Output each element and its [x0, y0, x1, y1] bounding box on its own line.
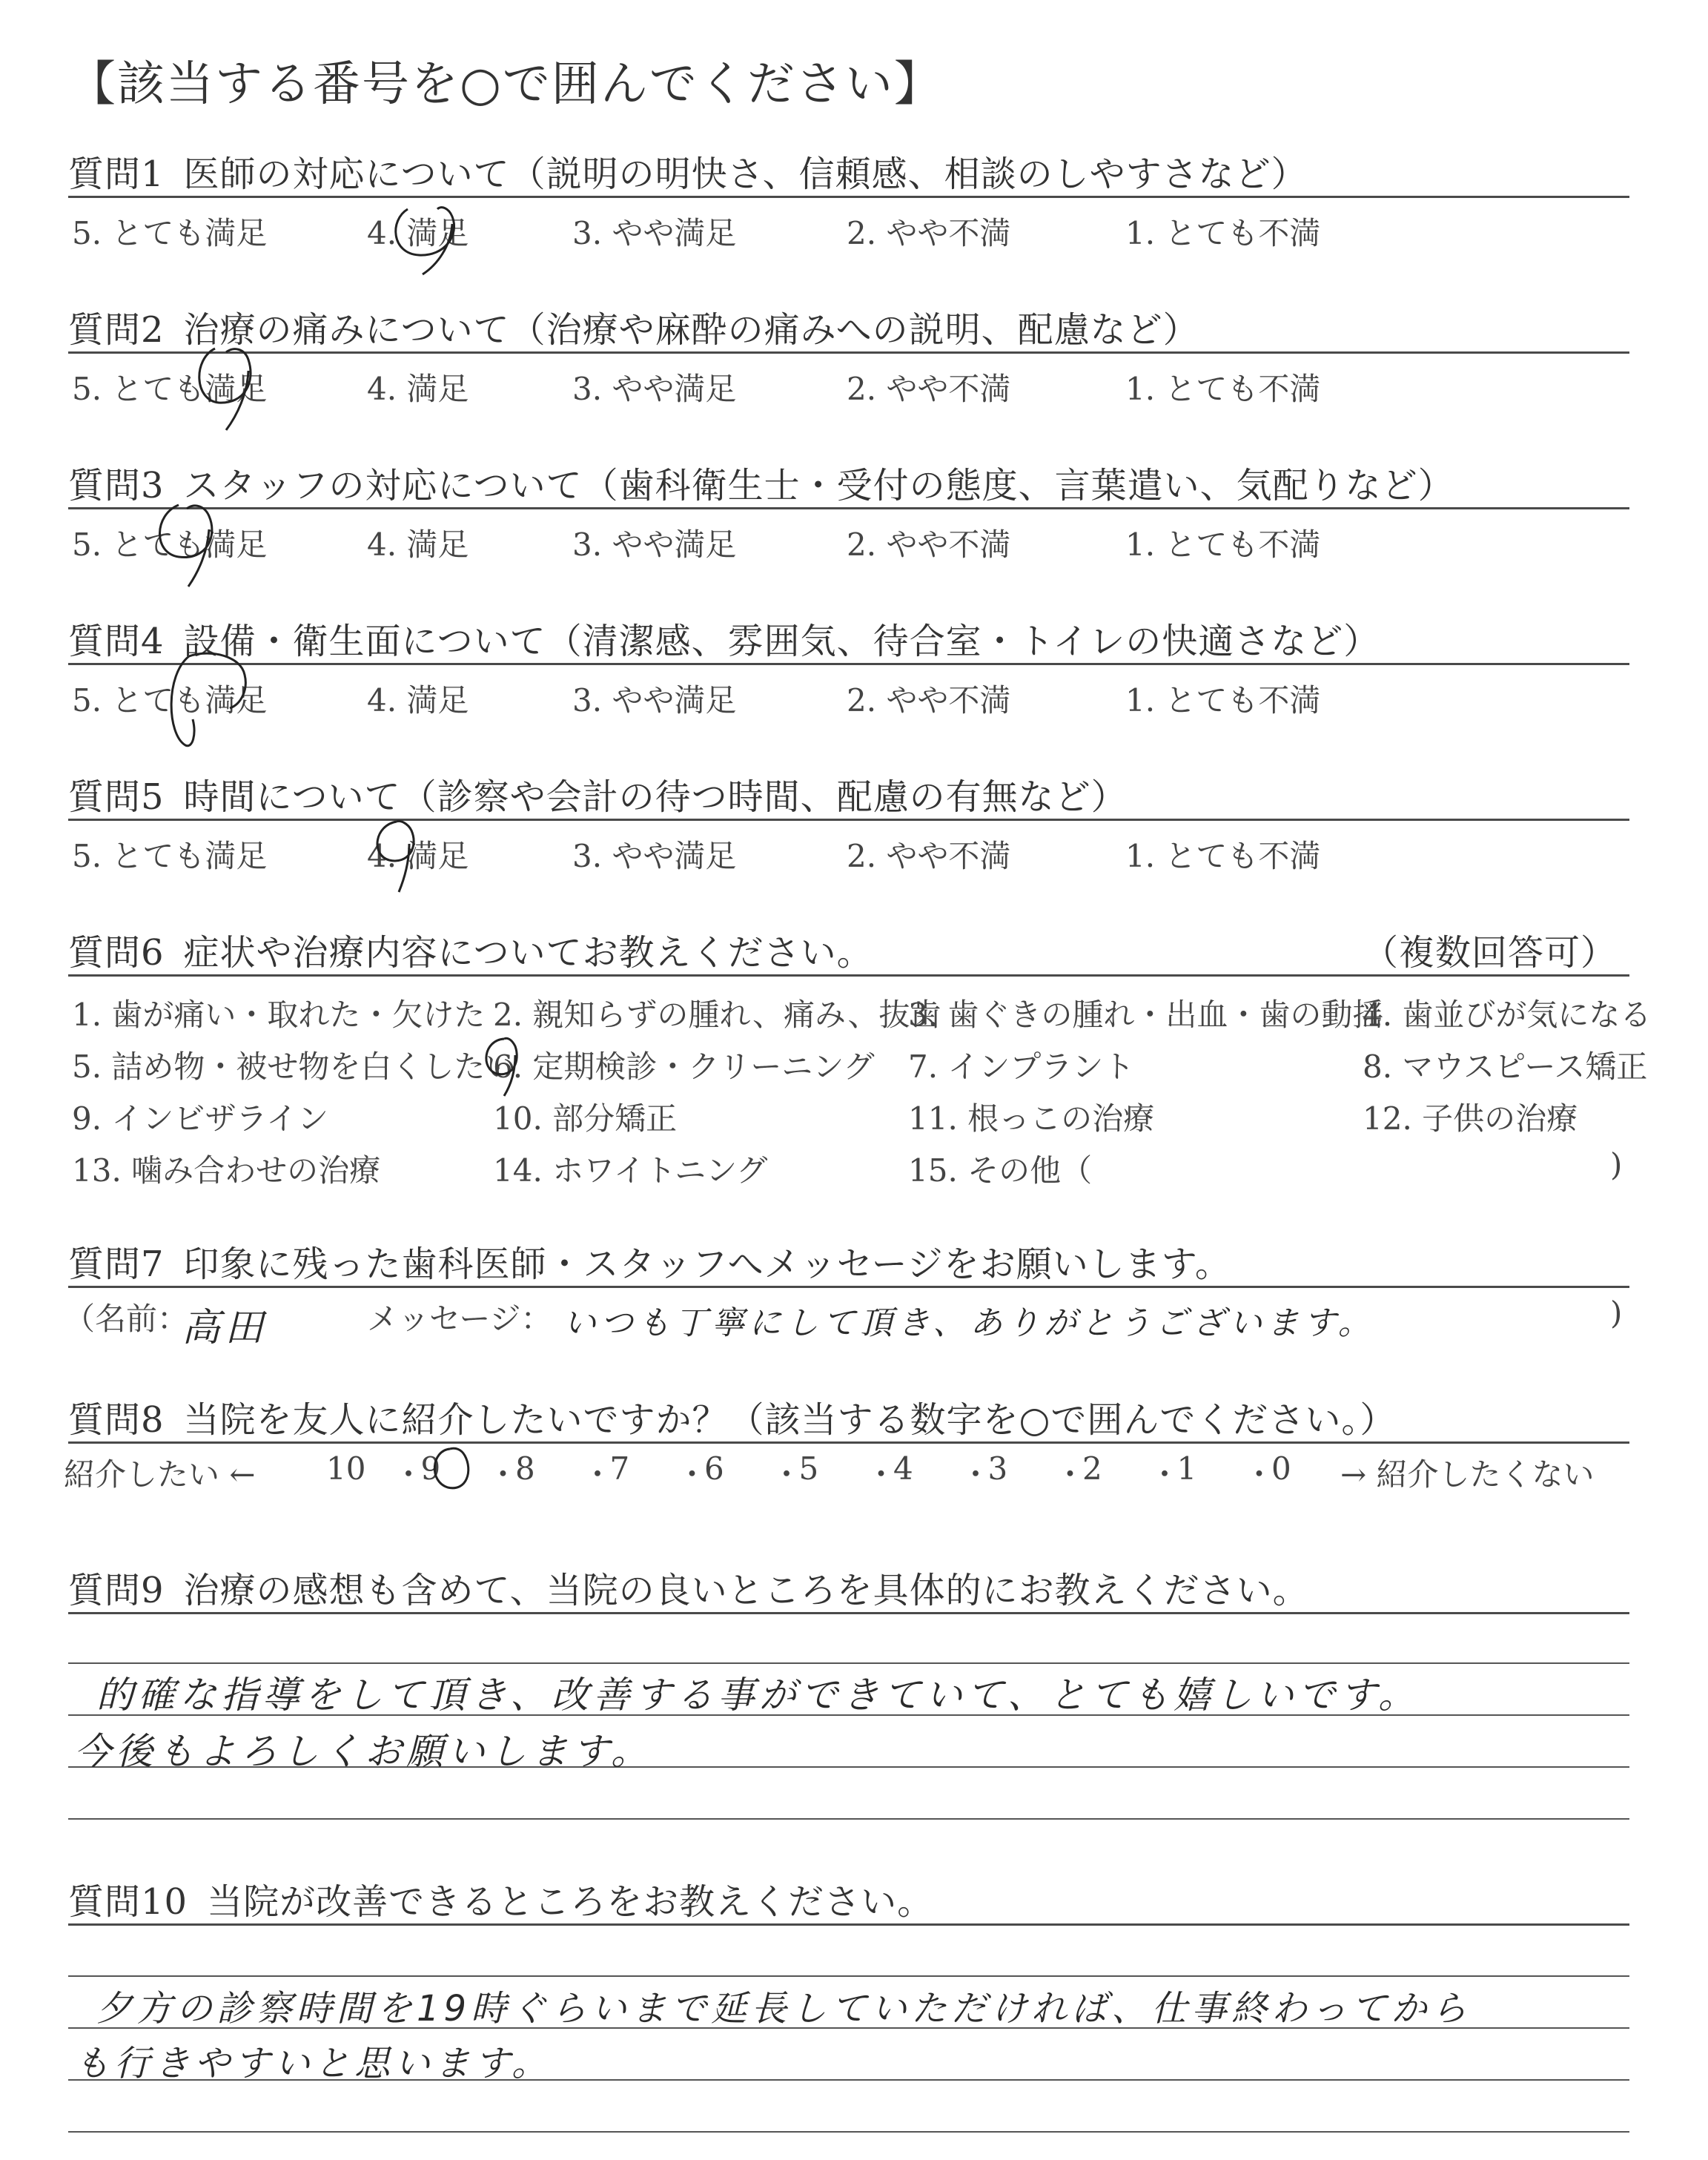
q5-option-2[interactable]: 2. やや不満 — [847, 838, 1011, 874]
q7-message-label: メッセージ： — [367, 1301, 552, 1337]
q8-scale-separator: ・ — [487, 1456, 519, 1493]
q8-hand-circle-mark — [424, 1444, 476, 1496]
q8-scale-option-5[interactable]: 5 — [798, 1450, 819, 1487]
question-7-number: 質問7 — [68, 1244, 165, 1285]
q10-writing-line-1 — [68, 1975, 1629, 1977]
q6-item-4[interactable]: 4. 歯並びが気になる — [1363, 997, 1652, 1033]
question-1-text: 医師の対応について（説明の明快さ、信頼感、相談のしやすさなど） — [183, 153, 1308, 195]
q5-option-3[interactable]: 3. やや満足 — [572, 838, 737, 874]
question-6-note: （複数回答可） — [1363, 932, 1618, 974]
q5-option-1[interactable]: 1. とても不満 — [1125, 838, 1321, 874]
q6-item-2[interactable]: 2. 親知らずの腫れ、痛み、抜歯 — [493, 997, 941, 1033]
question-3-text: スタッフの対応について（歯科衛生士・受付の態度、言葉遣い、気配りなど） — [183, 465, 1454, 506]
question-2-number: 質問2 — [68, 309, 165, 351]
question-5-text: 時間について（診察や会計の待つ時間、配慮の有無など） — [183, 776, 1128, 818]
q7-message-value[interactable]: いつも丁寧にして頂き、ありがとうございます。 — [563, 1304, 1375, 1342]
q6-other-close-paren: ) — [1610, 1146, 1623, 1183]
q8-right-label: → 紹介したくない — [1340, 1456, 1595, 1493]
question-7-text: 印象に残った歯科医師・スタッフへメッセージをお願いします。 — [183, 1244, 1231, 1285]
question-5-rule — [68, 819, 1629, 821]
q5-option-4[interactable]: 4. 満足 — [367, 838, 469, 874]
q2-option-2[interactable]: 2. やや不満 — [847, 371, 1011, 407]
q10-writing-line-4 — [68, 2131, 1629, 2133]
question-8-title — [68, 1391, 1396, 1442]
q8-scale-option-0[interactable]: 0 — [1271, 1450, 1291, 1487]
q8-scale-separator: ・ — [582, 1456, 614, 1493]
q4-option-1[interactable]: 1. とても不満 — [1125, 682, 1321, 719]
q9-writing-line-1 — [68, 1662, 1629, 1664]
question-6-number: 質問6 — [68, 932, 165, 974]
q9-answer-line-1[interactable]: 的確な指導をして頂き、改善する事ができていて、とても嬉しいです。 — [96, 1674, 1420, 1717]
question-1-rule — [68, 196, 1629, 198]
q8-scale-option-10[interactable]: 10 — [326, 1450, 366, 1487]
q8-scale-separator: ・ — [960, 1456, 992, 1493]
q4-option-3[interactable]: 3. やや満足 — [572, 682, 737, 719]
question-4-rule — [68, 663, 1629, 665]
question-5-number: 質問5 — [68, 776, 165, 818]
q4-hand-circle-mark — [159, 645, 256, 756]
q6-item-3[interactable]: 3. 歯ぐきの腫れ・出血・歯の動揺 — [908, 997, 1384, 1033]
question-4-title — [68, 612, 1380, 664]
q4-option-4[interactable]: 4. 満足 — [367, 682, 469, 719]
q8-scale-separator: ・ — [771, 1456, 803, 1493]
question-7-title — [68, 1235, 1231, 1287]
question-3-number: 質問3 — [68, 465, 165, 506]
question-6-rule — [68, 974, 1629, 977]
q8-scale-separator: ・ — [1149, 1456, 1181, 1493]
q8-scale-separator: ・ — [865, 1456, 897, 1493]
q6-item-7[interactable]: 7. インプラント — [908, 1048, 1135, 1085]
q7-name-label: （名前： — [64, 1301, 189, 1337]
question-1-number: 質問1 — [68, 153, 165, 195]
q5-option-5[interactable]: 5. とても満足 — [72, 838, 268, 874]
q8-left-label: 紹介したい ← — [64, 1456, 256, 1493]
q3-option-3[interactable]: 3. やや満足 — [572, 526, 737, 563]
q6-hand-circle-mark — [474, 1033, 526, 1100]
q8-scale-option-7[interactable]: 7 — [609, 1450, 630, 1487]
q2-hand-circle-mark — [185, 337, 267, 434]
q8-scale-option-6[interactable]: 6 — [704, 1450, 724, 1487]
question-6-title — [68, 924, 873, 975]
question-4-number: 質問4 — [68, 621, 165, 662]
question-10-text: 当院が改善できるところをお教えください。 — [207, 1881, 934, 1923]
q8-scale-separator: ・ — [1054, 1456, 1086, 1493]
q8-scale-separator: ・ — [393, 1456, 425, 1493]
question-9-rule — [68, 1612, 1629, 1614]
question-3-rule — [68, 507, 1629, 509]
q3-hand-circle-mark — [145, 494, 227, 590]
q6-item-13[interactable]: 13. 噛み合わせの治療 — [72, 1152, 381, 1189]
q10-answer-line-1[interactable]: 夕方の診察時間を19時ぐらいまで延長していただければ、仕事終わってから — [96, 1988, 1472, 2029]
q6-item-14[interactable]: 14. ホワイトニング — [493, 1152, 768, 1189]
q1-option-3[interactable]: 3. やや満足 — [572, 215, 737, 251]
q9-writing-line-4 — [68, 1818, 1629, 1820]
question-9-text: 治療の感想も含めて、当院の良いところを具体的にお教えください。 — [183, 1570, 1309, 1611]
q1-hand-circle-mark — [385, 194, 467, 276]
q1-option-1[interactable]: 1. とても不満 — [1125, 215, 1321, 251]
q8-scale-separator: ・ — [1243, 1456, 1275, 1493]
q6-item-8[interactable]: 8. マウスピース矯正 — [1363, 1048, 1648, 1085]
q6-item-15[interactable]: 15. その他（ — [908, 1152, 1093, 1189]
q2-option-3[interactable]: 3. やや満足 — [572, 371, 737, 407]
q10-answer-line-2[interactable]: も行きやすいと思います。 — [74, 2043, 552, 2084]
question-9-number: 質問9 — [68, 1570, 165, 1611]
q9-answer-line-2[interactable]: 今後もよろしくお願いします。 — [74, 1730, 652, 1773]
q1-option-2[interactable]: 2. やや不満 — [847, 215, 1011, 251]
q4-option-2[interactable]: 2. やや不満 — [847, 682, 1011, 719]
q6-item-10[interactable]: 10. 部分矯正 — [493, 1100, 678, 1137]
q2-option-5[interactable]: 5. とても満足 — [72, 371, 268, 407]
question-6-text: 症状や治療内容についてお教えください。 — [183, 932, 873, 974]
q6-item-12[interactable]: 12. 子供の治療 — [1363, 1100, 1578, 1137]
question-8-text: 当院を友人に紹介したいですか？（該当する数字を○で囲んでください。） — [183, 1399, 1397, 1441]
q5-hand-circle-mark — [363, 814, 430, 896]
q3-option-1[interactable]: 1. とても不満 — [1125, 526, 1321, 563]
q4-option-5[interactable]: 5. とても満足 — [72, 682, 268, 719]
q1-option-4[interactable]: 4. 満足 — [367, 215, 469, 251]
q8-scale-option-9[interactable]: 9 — [420, 1450, 441, 1487]
q2-option-4[interactable]: 4. 満足 — [367, 371, 469, 407]
question-7-rule — [68, 1286, 1629, 1288]
q6-item-5[interactable]: 5. 詰め物・被せ物を白くしたい — [72, 1048, 517, 1085]
question-8-rule — [68, 1441, 1629, 1444]
q7-name-value[interactable]: 高田 — [182, 1306, 268, 1350]
question-8-number: 質問8 — [68, 1399, 165, 1441]
question-3-title — [68, 457, 1454, 508]
question-2-rule — [68, 351, 1629, 354]
question-9-title — [68, 1562, 1309, 1613]
q6-item-1[interactable]: 1. 歯が痛い・取れた・欠けた — [72, 997, 486, 1033]
q8-scale-separator: ・ — [676, 1456, 708, 1493]
q6-item-9[interactable]: 9. インビザライン — [72, 1100, 329, 1137]
q8-scale-option-8[interactable]: 8 — [515, 1450, 535, 1487]
question-10-rule — [68, 1923, 1629, 1926]
question-4-text: 設備・衛生面について（清潔感、雰囲気、待合室・トイレの快適さなど） — [183, 621, 1380, 662]
question-5-title — [68, 768, 1128, 819]
survey-header: 【該当する番号を○で囲んでください】 — [68, 57, 943, 112]
q6-item-11[interactable]: 11. 根っこの治療 — [908, 1100, 1155, 1137]
q8-scale-option-2[interactable]: 2 — [1082, 1450, 1102, 1487]
question-1-title — [68, 145, 1308, 196]
question-10-title — [68, 1873, 933, 1924]
q8-scale-option-3[interactable]: 3 — [987, 1450, 1008, 1487]
q6-item-6[interactable]: 6. 定期検診・クリーニング — [493, 1048, 875, 1085]
q3-option-5[interactable]: 5. とても満足 — [72, 526, 268, 563]
q3-option-4[interactable]: 4. 満足 — [367, 526, 469, 563]
q7-close-paren: ) — [1610, 1295, 1623, 1331]
question-10-number: 質問10 — [68, 1881, 188, 1923]
q8-scale-option-1[interactable]: 1 — [1176, 1450, 1197, 1487]
q3-option-2[interactable]: 2. やや不満 — [847, 526, 1011, 563]
q2-option-1[interactable]: 1. とても不満 — [1125, 371, 1321, 407]
q8-scale-option-4[interactable]: 4 — [893, 1450, 913, 1487]
q1-option-5[interactable]: 5. とても満足 — [72, 215, 268, 251]
question-2-text: 治療の痛みについて（治療や麻酔の痛みへの説明、配慮など） — [183, 309, 1199, 351]
